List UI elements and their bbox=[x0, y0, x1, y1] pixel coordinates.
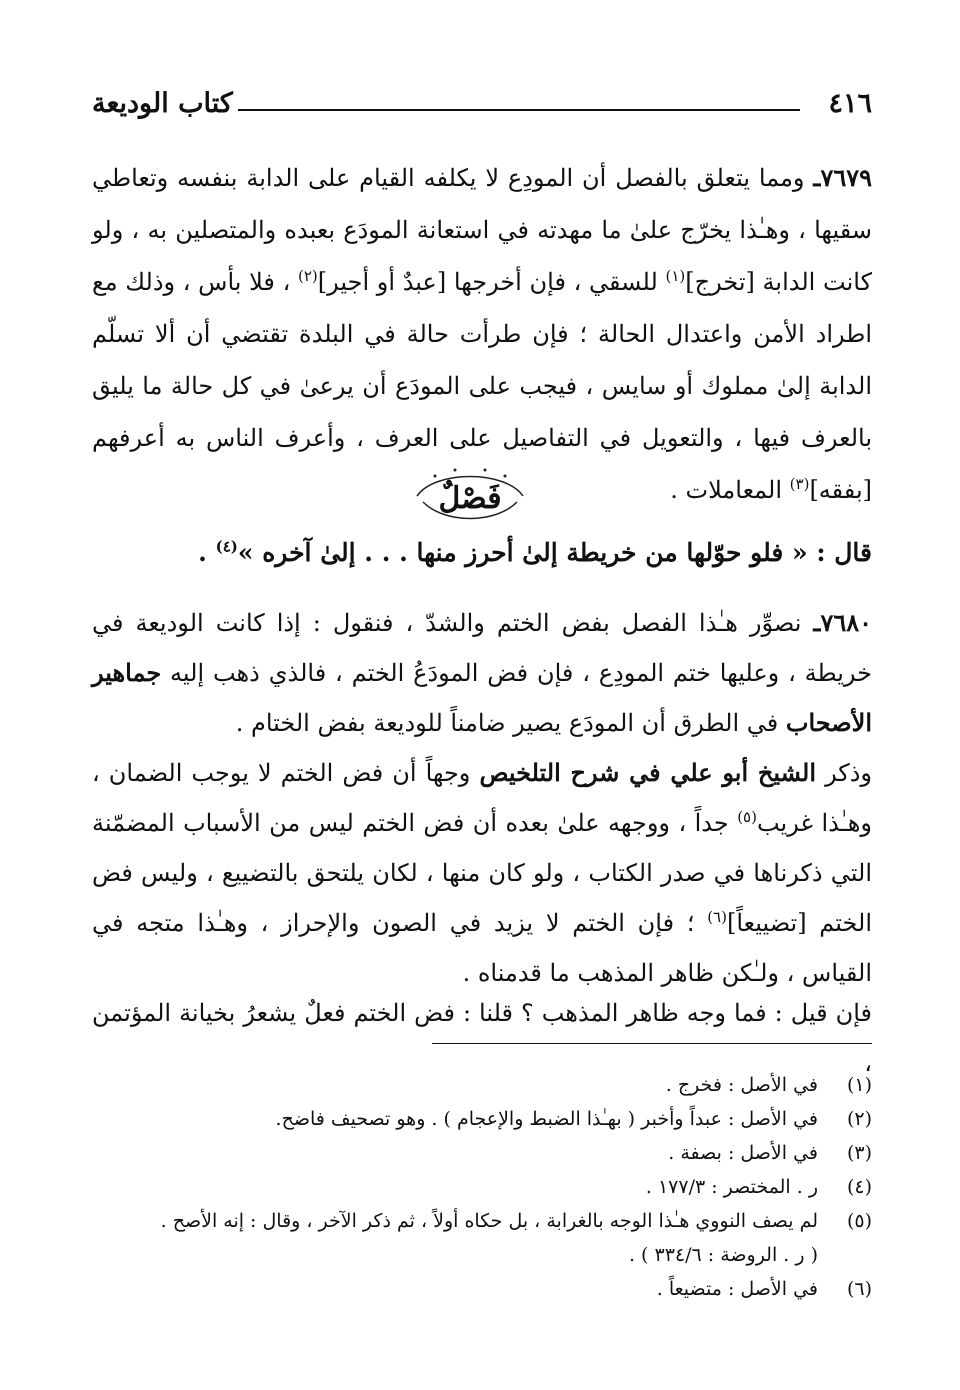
section-ornament bbox=[405, 462, 535, 532]
footnote bbox=[92, 1204, 872, 1238]
footnote-number: (٦) bbox=[846, 1278, 872, 1300]
text-run: وذكر bbox=[825, 759, 873, 787]
footnote-ref: (٦) bbox=[707, 908, 727, 926]
footnote-number: (٤) bbox=[846, 1176, 872, 1198]
footnote-text: في الأصل : عبداً وأخبر ( بهـٰذا الضبط والإعجام ) . وهو تصحيف فاضح. bbox=[275, 1108, 818, 1130]
quote-text: قال : « فلو حوّلها من خريطة إلىٰ أحرز منها . . . إلىٰ آخره » bbox=[237, 538, 872, 567]
text-line: في التفاصيل على العرف ، وأعرف الناس به أعرفهم [بفقه] bbox=[92, 424, 872, 504]
page-number: ٤١٦ bbox=[828, 88, 872, 119]
text-run: في الطرق أن المودَع يصير ضامناً للوديعة بفض الختام . bbox=[235, 709, 779, 737]
paragraph-number: ٧٦٧٩ـ bbox=[813, 163, 872, 192]
text-run: ؛ فإن الختم لا يزيد في الصون والإحراز ، وهـٰذا متجه في القياس ، ولـٰكن ظاهر المذهب ما قدمناه . bbox=[92, 909, 872, 987]
footnote-number: (١) bbox=[846, 1074, 872, 1096]
footnote bbox=[92, 1102, 872, 1136]
footnote-text: لم يصف النووي هـٰذا الوجه بالغرابة ، بل حكاه أولاً ، ثم ذكر الآخر ، وقال : إنه الأصح . bbox=[160, 1210, 818, 1232]
footnote-ref: (١) bbox=[665, 267, 686, 285]
section-heading: فَصْلٌ bbox=[438, 481, 502, 516]
text-line: ومما يتعلق بالفصل أن المودِع لا يكلفه القيام على الدابة بنفسه وتعاطي bbox=[92, 164, 805, 192]
paragraph-number: ٧٦٨٠ـ bbox=[813, 608, 872, 637]
text-line: الدابة [تخرج] bbox=[685, 268, 816, 296]
bold-term: جماهير الأصحاب bbox=[92, 658, 872, 737]
text-line: للسقي ، فإن أخرجها [عبدٌ أو أجير] bbox=[317, 268, 658, 296]
page-header bbox=[92, 84, 872, 124]
footnote-text: في الأصل : بصفة . bbox=[668, 1142, 818, 1164]
text-line: سقيها ، وهـٰذا يخرّج علىٰ ما مهدته في استعانة المودَع بعبده والمتصلين به ، ولو كانت bbox=[92, 216, 872, 296]
quote-end: . bbox=[198, 538, 216, 567]
footnote-ref: (٣) bbox=[789, 475, 810, 493]
text-run: نصوِّر هـٰذا الفصل بفض الختم والشدّ ، فنقول : إذا كانت الوديعة في خريطة ، وعليها ختم المودِع ، فإن فض المودَعُ الختم ، فالذي ذهب إليه bbox=[92, 609, 872, 687]
text-line: أو سايس ، فيجب على المودَع أن يرعىٰ في كل حالة ما يليق بالعرف فيها ، والتعويل bbox=[92, 372, 872, 452]
footnote-text: ر . المختصر : ١٧٧/٣ . bbox=[645, 1176, 818, 1198]
paragraph-7680 bbox=[92, 598, 872, 748]
footnote bbox=[92, 1136, 872, 1170]
footnote bbox=[92, 1272, 872, 1306]
text-run: جداً ، ووجهه علىٰ بعده أن فض الختم ليس من الأسباب المضمّنة التي ذكرناها في صدر الكتاب ، ولو كان منها ، لكان يلتحق بالتضييع ، وليس فض الختم [تضييعاً] bbox=[92, 809, 873, 937]
footnote-separator bbox=[432, 1043, 872, 1044]
running-title: كتاب الوديعة bbox=[92, 88, 233, 119]
footnote-ref: (٥) bbox=[737, 808, 757, 826]
footnote-text: في الأصل : متضيعاً . bbox=[656, 1278, 818, 1300]
text-line: الأمن واعتدال الحالة ؛ فإن طرأت حالة في البلدة تقتضي أن ألا تسلّم الدابة إلىٰ مملوك bbox=[92, 320, 872, 400]
quoted-statement bbox=[92, 528, 872, 578]
footnote-text: في الأصل : فخرج . bbox=[665, 1074, 818, 1096]
footnote bbox=[92, 1068, 872, 1102]
footnote bbox=[92, 1170, 872, 1204]
footnote-ref: (٢) bbox=[298, 267, 318, 285]
footnote-continuation: ( ر . الروضة : ٣٣٤/٦ ) . bbox=[628, 1244, 818, 1266]
text-line: المعاملات . bbox=[670, 476, 783, 504]
footnote-number: (٢) bbox=[846, 1108, 872, 1130]
footnote-number: (٣) bbox=[846, 1142, 872, 1164]
text-line: ، فلا بأس ، وذلك مع اطراد bbox=[92, 268, 872, 348]
header-rule bbox=[238, 109, 800, 111]
paragraph-abu-ali bbox=[92, 748, 872, 998]
text-run: وجهاً أن فض الختم لا يوجب الضمان ، وهـٰذا غريب bbox=[92, 759, 872, 837]
footnotes bbox=[92, 1068, 872, 1306]
footnote-number: (٥) bbox=[846, 1210, 872, 1232]
footnote-ref: (٤) bbox=[215, 537, 238, 556]
bold-term: الشيخ أبو علي في شرح التلخيص bbox=[479, 758, 817, 787]
text-run: فإن قيل : فما وجه ظاهر المذهب ؟ قلنا : فض الختم فعلٌ يشعرُ بخيانة المؤتمن ، bbox=[92, 999, 872, 1077]
